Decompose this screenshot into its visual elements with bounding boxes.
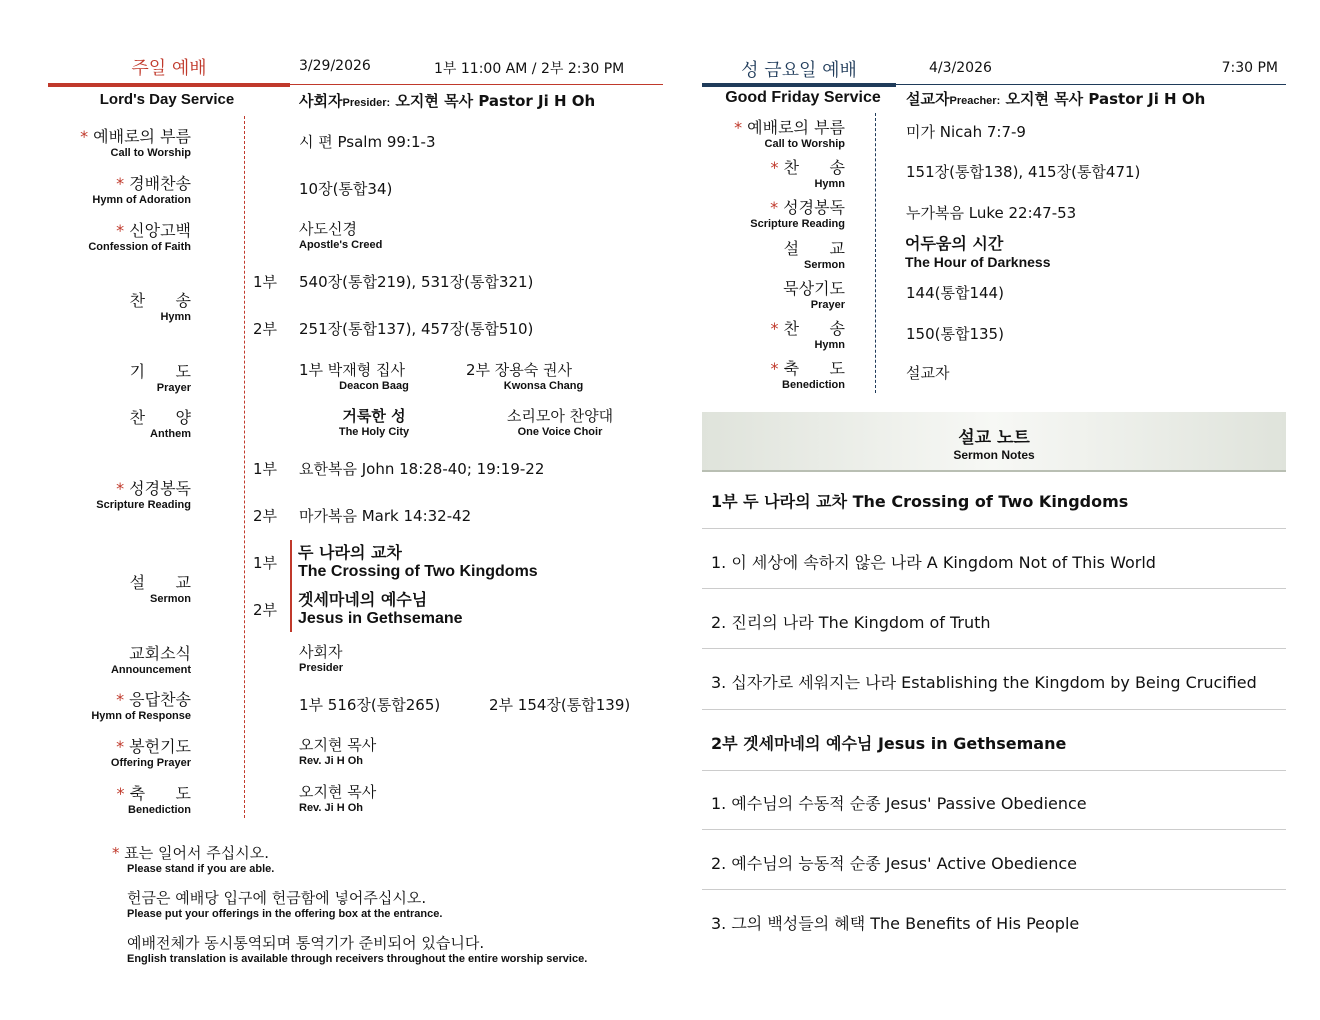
value-response-2: 2부 154장(통합139) bbox=[489, 696, 631, 714]
notes-part1-point-1: 1. 이 세상에 속하지 않은 나라 A Kingdom Not of This World bbox=[711, 553, 1156, 572]
value-anthem-choir: 소리모아 찬양대 One Voice Choir bbox=[506, 407, 614, 438]
right-preacher: 설교자Preacher: 오지현 목사 Pastor Ji H Oh bbox=[906, 90, 1206, 108]
r-label-benediction: * 축 도 Benediction bbox=[770, 359, 845, 391]
left-times: 1부 11:00 AM / 2부 2:30 PM bbox=[434, 61, 625, 77]
sermon-notes-header bbox=[702, 412, 1286, 472]
value-hymn-1: 540장(통합219), 531장(통합321) bbox=[299, 273, 534, 291]
notes-rule bbox=[702, 648, 1286, 649]
notes-part1-point-3: 3. 십자가로 세워지는 나라 Establishing the Kingdom by Being Crucified bbox=[711, 673, 1257, 692]
notes-part2-point-1: 1. 예수님의 수동적 순종 Jesus' Passive Obedience bbox=[711, 794, 1087, 813]
hymn-part-2: 2부 bbox=[253, 320, 278, 338]
value-benediction: 오지현 목사 Rev. Ji H Oh bbox=[299, 783, 377, 814]
r-value-scripture: 누가복음 Luke 22:47-53 bbox=[906, 204, 1077, 222]
right-service-en: Good Friday Service bbox=[725, 89, 881, 106]
value-sermon-1: 두 나라의 교차 The Crossing of Two Kingdoms bbox=[298, 543, 538, 580]
value-adoration: 10장(통합34) bbox=[299, 180, 393, 198]
r-label-sermon: 설 교 Sermon bbox=[783, 239, 845, 271]
value-anthem-title: 거룩한 성 The Holy City bbox=[338, 407, 410, 438]
value-scripture-2: 마가복음 Mark 14:32-42 bbox=[299, 507, 472, 525]
notes-rule bbox=[702, 889, 1286, 890]
footer-translation: 예배전체가 동시통역되며 통역기가 준비되어 있습니다. English translation is available through receivers throughout the entire worship service. bbox=[127, 934, 588, 965]
r-label-call-to-worship: * 예배로의 부름 Call to Worship bbox=[734, 118, 845, 150]
r-label-scripture: * 성경봉독 Scripture Reading bbox=[750, 198, 845, 230]
right-header-rule-thin bbox=[896, 84, 1286, 85]
label-offering-prayer: * 봉헌기도 Offering Prayer bbox=[110, 737, 191, 769]
footer-stand: * 표는 일어서 주십시오. Please stand if you are able. bbox=[112, 844, 275, 875]
notes-rule bbox=[702, 709, 1286, 710]
label-confession: * 신앙고백 Confession of Faith bbox=[88, 221, 191, 253]
left-dashed-divider bbox=[244, 116, 245, 818]
left-header-rule-red bbox=[48, 83, 290, 87]
sermon-notes-title: 설교 노트 bbox=[958, 428, 1030, 448]
notes-rule bbox=[702, 770, 1286, 771]
r-value-sermon: 어두움의 시간 The Hour of Darkness bbox=[905, 234, 1051, 270]
notes-part2-point-3: 3. 그의 백성들의 혜택 The Benefits of His People bbox=[711, 914, 1080, 933]
footer-offering: 헌금은 예배당 입구에 헌금함에 넣어주십시오. Please put your offerings in the offering box at the entrance. bbox=[127, 889, 443, 920]
label-hymn-adoration: * 경배찬송 Hymn of Adoration bbox=[92, 174, 191, 206]
right-header-rule-navy bbox=[702, 83, 896, 87]
value-creed: 사도신경 Apostle's Creed bbox=[299, 220, 383, 251]
left-presider: 사회자Presider: 오지현 목사 Pastor Ji H Oh bbox=[299, 92, 596, 110]
label-anthem: 찬 양 Anthem bbox=[129, 408, 191, 440]
scripture-part-2: 2부 bbox=[253, 507, 278, 525]
notes-rule bbox=[702, 829, 1286, 830]
value-prayer-1: 1부 박재형 집사 Deacon Baag bbox=[299, 361, 409, 392]
r-value-prayer: 144(통합144) bbox=[906, 284, 1004, 302]
label-announcement: 교회소식 Announcement bbox=[110, 644, 191, 676]
left-title: 주일 예배 bbox=[131, 58, 207, 79]
value-scripture-1: 요한복음 John 18:28-40; 19:19-22 bbox=[299, 460, 545, 478]
sermon-notes-title-en: Sermon Notes bbox=[953, 448, 1035, 462]
r-value-call: 미가 Nicah 7:7-9 bbox=[906, 123, 1026, 141]
value-sermon-2: 겟세마네의 예수님 Jesus in Gethsemane bbox=[298, 590, 463, 627]
notes-rule bbox=[702, 528, 1286, 529]
label-call-to-worship: * 예배로의 부름 Call to Worship bbox=[80, 127, 191, 159]
notes-rule bbox=[702, 588, 1286, 589]
hymn-part-1: 1부 bbox=[253, 273, 278, 291]
value-response-1: 1부 516장(통합265) bbox=[299, 696, 441, 714]
notes-part2-point-2: 2. 예수님의 능동적 순종 Jesus' Active Obedience bbox=[711, 854, 1077, 873]
value-offering-prayer: 오지현 목사 Rev. Ji H Oh bbox=[299, 736, 377, 767]
label-benediction: * 축 도 Benediction bbox=[116, 784, 191, 816]
notes-part-2: 2부 겟세마네의 예수님 Jesus in Gethsemane bbox=[711, 734, 1067, 753]
r-value-hymn-1: 151장(통합138), 415장(통합471) bbox=[906, 163, 1141, 181]
r-label-prayer: 묵상기도 Prayer bbox=[783, 279, 845, 311]
left-header-rule-thin bbox=[290, 84, 663, 85]
left-date: 3/29/2026 bbox=[299, 58, 371, 74]
sermon-part-1: 1부 bbox=[253, 554, 278, 572]
value-hymn-2: 251장(통합137), 457장(통합510) bbox=[299, 320, 534, 338]
scripture-part-1: 1부 bbox=[253, 460, 278, 478]
sermon-divider bbox=[290, 540, 292, 632]
label-scripture: * 성경봉독 Scripture Reading bbox=[96, 479, 191, 511]
notes-part-1: 1부 두 나라의 교차 The Crossing of Two Kingdoms bbox=[711, 492, 1129, 511]
sermon-part-2: 2부 bbox=[253, 601, 278, 619]
value-announcement: 사회자 Presider bbox=[299, 643, 344, 674]
right-date: 4/3/2026 bbox=[929, 60, 992, 76]
r-value-benediction: 설교자 bbox=[906, 364, 950, 382]
label-prayer: 기 도 Prayer bbox=[129, 362, 191, 394]
value-prayer-2: 2부 장용숙 권사 Kwonsa Chang bbox=[466, 361, 584, 392]
right-title: 성 금요일 예배 bbox=[741, 60, 857, 81]
label-sermon: 설 교 Sermon bbox=[129, 573, 191, 605]
r-label-hymn-2: * 찬 송 Hymn bbox=[770, 319, 845, 351]
r-label-hymn-1: * 찬 송 Hymn bbox=[770, 158, 845, 190]
notes-part1-point-2: 2. 진리의 나라 The Kingdom of Truth bbox=[711, 613, 991, 632]
label-hymn-response: * 응답찬송 Hymn of Response bbox=[91, 690, 191, 722]
r-value-hymn-2: 150(통합135) bbox=[906, 325, 1004, 343]
right-time: 7:30 PM bbox=[1221, 60, 1278, 76]
label-hymn: 찬 송 Hymn bbox=[129, 291, 191, 323]
value-call: 시 편 Psalm 99:1-3 bbox=[299, 133, 436, 151]
right-dashed-divider bbox=[875, 113, 876, 393]
left-service-en: Lord's Day Service bbox=[99, 91, 235, 108]
